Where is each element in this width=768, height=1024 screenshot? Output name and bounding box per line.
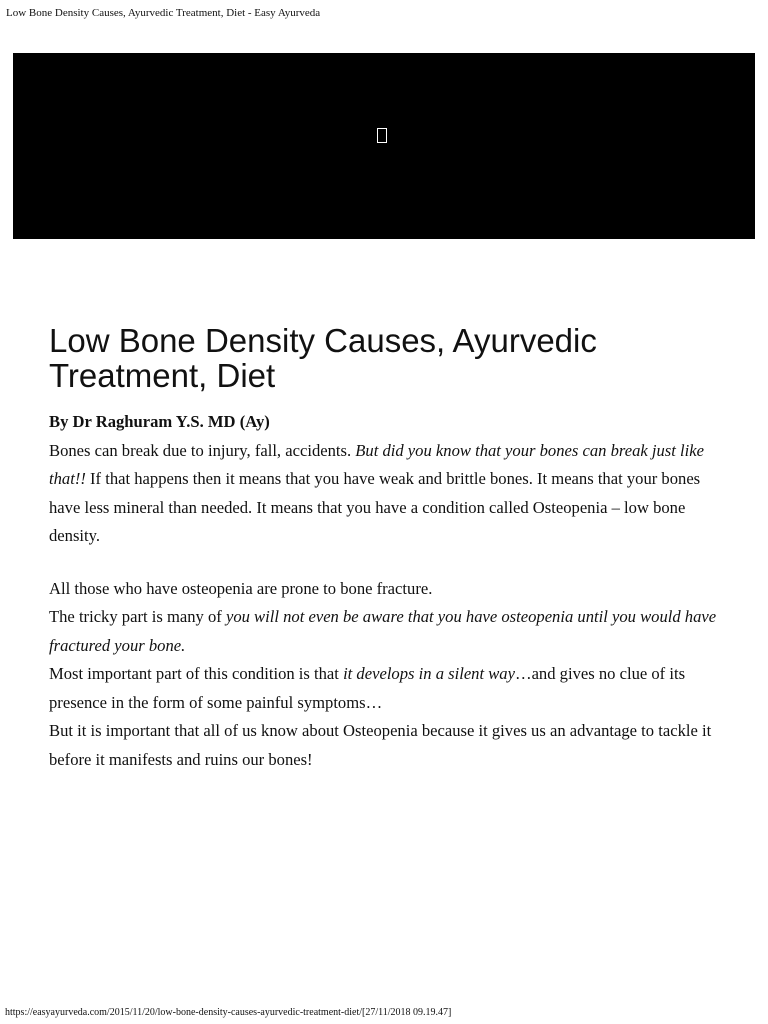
missing-glyph-icon [377, 128, 387, 143]
intro-text-emphasis: But did you know that your bones can break just like that!! [49, 440, 704, 488]
paragraph-gap [49, 551, 721, 575]
silent-text-c: …and gives no clue of its presence in the form of some painful symptoms… [49, 664, 686, 712]
intro-text-a: Bones can break due to injury, fall, accidents. [49, 440, 356, 460]
article-title: Low Bone Density Causes, Ayurvedic Treatment, Diet [49, 322, 597, 394]
tricky-text-emphasis: you will not even be aware that you have osteopenia until you would have fractured your bone. [49, 607, 717, 655]
print-footer-url: https://easyayurveda.com/2015/11/20/low-bone-density-causes-ayurvedic-treatment-diet/[27/11/2018 09.19.47] [5, 1007, 452, 1018]
paragraph-intro [49, 437, 721, 551]
silent-text-emphasis: it develops in a silent way [343, 664, 515, 683]
intro-text-c: If that happens then it means that you have weak and brittle bones. It means that your bones have less mineral than needed. It means that you have a condition called Osteopenia – low bone density. [49, 469, 701, 545]
silent-text-a: Most important part of this condition is that [49, 664, 344, 683]
article-body [49, 408, 721, 774]
article-byline: By Dr Raghuram Y.S. MD (Ay) [49, 412, 270, 431]
paragraph-prone: All those who have osteopenia are prone to bone fracture. [49, 578, 433, 598]
tricky-text-a: The tricky part is many of [49, 607, 226, 626]
paragraph-silent [49, 660, 721, 717]
print-header-page-title: Low Bone Density Causes, Ayurvedic Treatment, Diet - Easy Ayurveda [6, 7, 321, 19]
paragraph-tricky [49, 603, 721, 660]
paragraph-important: But it is important that all of us know about Osteopenia because it gives us an advantage to tackle it before it manifests and ruins our bones! [49, 721, 712, 769]
header-banner [13, 53, 755, 239]
